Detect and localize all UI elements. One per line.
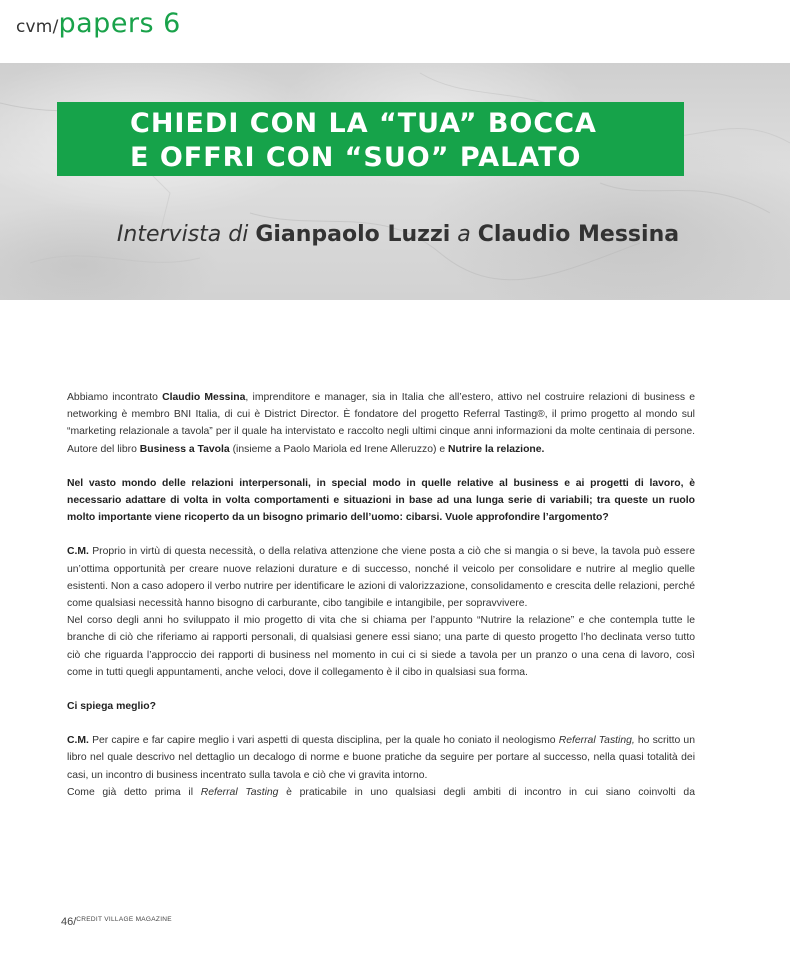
answer-2-paragraph-2 xyxy=(67,784,695,801)
magazine-brand: cvm/ xyxy=(16,17,59,37)
byline-connector: a xyxy=(450,222,478,247)
intro-text-1: Abbiamo incontrato xyxy=(67,392,163,403)
page-footer xyxy=(61,912,172,930)
byline-prefix: Intervista di xyxy=(116,222,256,247)
hero-banner xyxy=(0,63,790,300)
intro-name: Claudio Messina xyxy=(162,392,246,403)
magazine-name: CREDIT VILLAGE MAGAZINE xyxy=(76,916,172,923)
answer-1-paragraph-1 xyxy=(67,543,695,612)
answer-2-term-2: Referral Tasting xyxy=(200,786,279,798)
article-title-line-2: E OFFRI CON “SUO” PALATO xyxy=(130,142,582,173)
question-2: Ci spiega meglio? xyxy=(67,701,156,713)
byline-interviewee: Claudio Messina xyxy=(477,222,680,247)
answer-2-text-3: Come già detto prima il xyxy=(67,786,201,798)
marble-texture xyxy=(0,63,790,300)
byline xyxy=(0,222,790,247)
masthead xyxy=(16,8,181,48)
page-number: 46/ xyxy=(61,916,77,928)
intro-book-1: Business a Tavola xyxy=(139,443,230,455)
article-title-line-1: CHIEDI CON LA “TUA” BOCCA xyxy=(130,108,597,139)
answer-1-text: Proprio in virtù di questa necessità, o della relativa attenzione che viene posta a ciò che si mangia o si beve, la tavola può essere un’ottima opportunità per creare nuove relazioni durature e di successo, nonché il veicolo per consolidare e nutrire al meglio quelle esistenti. Non a caso adopero il verbo nutrire per identificare le azioni di valorizzazione, consolidamento e crescita delle relazioni, perché come qualsiasi necessità hanno bisogno di carburante, cibo tangibile e intangibile, per sopravvivere. xyxy=(67,546,695,610)
intro-text-2: , imprenditore e manager, sia in Italia che all’estero, attivo nel costruire relazioni di business e networking è membro BNI Italia, di cui è District Director. È fondatore del progetto Referral Tasting®, il primo progetto al mondo sul “marketing relazionale a tavola” per il quale ha intervistato e raccolto negli ultimi cinque anni informazioni da molte centinaia di persone. Autore del libro xyxy=(67,392,696,455)
byline-interviewer: Gianpaolo Luzzi xyxy=(255,222,451,247)
section-title: papers 6 xyxy=(58,8,181,39)
intro-book-2: Nutrire la relazione. xyxy=(448,443,545,455)
intro-text-3: (insieme a Paolo Mariola ed Irene Alleruzzo) e xyxy=(229,443,448,455)
question-1: Nel vasto mondo delle relazioni interpersonali, in special modo in quelle relative al business e ai progetti di lavoro, è necessario adattare di volta in volta comportamenti e situazioni in base ad una lunga serie di variabili; tra queste un ruolo molto importante viene ricoperto da un bisogno primario dell’uomo: cibarsi. Vuole approfondire l’argomento? xyxy=(67,477,695,524)
intro-paragraph xyxy=(67,389,695,458)
answer-2-text-1: Per capire e far capire meglio i vari aspetti di questa disciplina, per la quale ho coniato il neologismo xyxy=(88,735,559,747)
answer-2-text-2: ho scritto un libro nel quale descrivo nel dettaglio un decalogo di norme e buone pratiche da seguire per portare al successo, nella quasi totalità dei casi, un incontro di business incentrato sulla tavola e ciò che vi gravita intorno. xyxy=(67,735,695,781)
answer-1-paragraph-2: Nel corso degli anni ho sviluppato il mio progetto di vita che si chiama per l’appunto “Nutrire la relazione” e che contempla tutte le branche di ciò che riferiamo ai rapporti personali, di qualsiasi genere essi siano; una parte di questo progetto l’ho declinata verso tutto ciò che riguarda l’approccio dei rapporti di business nel momento in cui ci si siede a tavola per un pranzo o una cena di lavoro, così come in tutti quegli appuntamenti, anche veloci, dove il collegamento è il cibo in qualsiasi sua forma. xyxy=(67,615,695,678)
answer-2-term-1: Referral Tasting, xyxy=(558,735,635,747)
article-body xyxy=(67,389,695,801)
answer-2-text-4: è praticabile in uno qualsiasi degli ambiti di incontro in cui siano coinvolti da xyxy=(278,786,695,798)
answer-2-paragraph-1 xyxy=(67,732,695,784)
answer-2-label: C.M. xyxy=(67,735,89,747)
answer-1-label: C.M. xyxy=(67,546,89,558)
title-box xyxy=(57,102,684,176)
